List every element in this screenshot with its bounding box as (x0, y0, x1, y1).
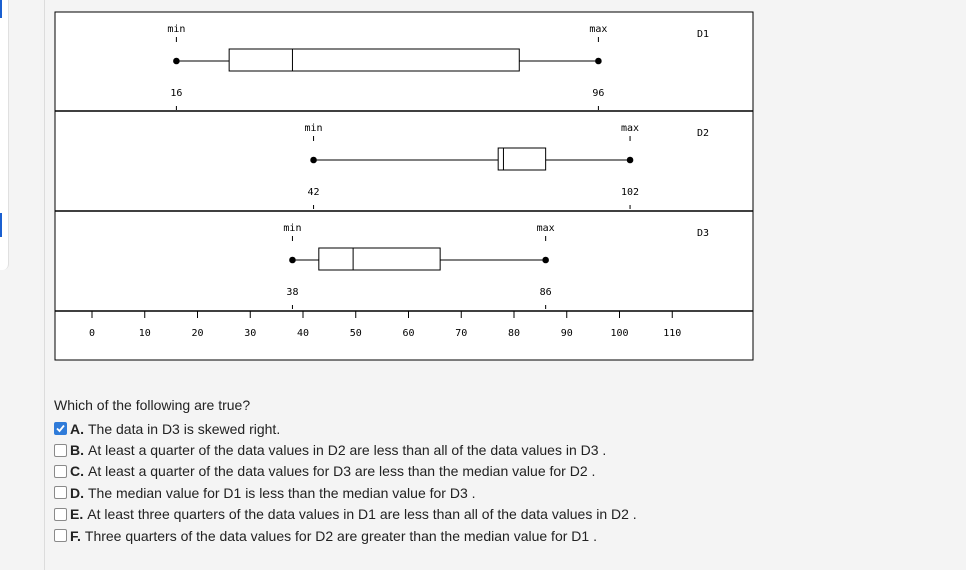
x-tick-label-70: 70 (455, 328, 468, 339)
option-b-checkbox[interactable] (54, 444, 67, 457)
option-c-text: At least a quarter of the data values for D3 are less than the median value for D2 . (88, 463, 596, 480)
d1-min-value-label: 16 (170, 88, 183, 99)
d1-max-point (595, 58, 602, 65)
d1-box (229, 49, 519, 71)
d2-box (498, 148, 545, 170)
x-tick-label-60: 60 (402, 328, 415, 339)
option-e-letter: E. (70, 506, 84, 523)
x-tick-label-10: 10 (138, 328, 151, 339)
d2-min-label: min (304, 123, 323, 134)
x-tick-label-30: 30 (244, 328, 257, 339)
option-b-text: At least a quarter of the data values in D2 are less than all of the data values in D3 . (88, 442, 607, 459)
d3-max-point (542, 257, 549, 264)
option-f-text: Three quarters of the data values for D2 are greater than the median value for D1 . (84, 527, 597, 544)
d1-max-value-label: 96 (592, 88, 605, 99)
d2-min-point (310, 157, 317, 164)
x-tick-label-90: 90 (560, 328, 573, 339)
x-tick-label-50: 50 (349, 328, 362, 339)
option-f[interactable] (54, 525, 637, 546)
option-d-letter: D. (70, 484, 84, 501)
option-b-letter: B. (70, 442, 84, 459)
x-tick-label-110: 110 (663, 328, 682, 339)
d3-series-label: D3 (696, 228, 710, 239)
option-d[interactable] (54, 482, 637, 503)
option-d-checkbox[interactable] (54, 486, 67, 499)
x-tick-label-20: 20 (191, 328, 204, 339)
d1-max-label: max (589, 24, 608, 35)
d3-min-point (289, 257, 296, 264)
question (54, 397, 637, 546)
option-c-letter: C. (70, 463, 84, 480)
d2-series-label: D2 (696, 128, 710, 139)
x-tick-label-0: 0 (88, 328, 96, 339)
option-d-text: The median value for D1 is less than the median value for D3 . (88, 484, 476, 501)
option-a-letter: A. (70, 420, 84, 437)
d3-min-label: min (283, 223, 302, 234)
d1-series-label: D1 (696, 29, 710, 40)
question-prompt: Which of the following are true? (54, 397, 251, 413)
d2-min-value-label: 42 (307, 187, 320, 198)
option-a-text: The data in D3 is skewed right. (88, 420, 281, 437)
d3-max-label: max (536, 223, 555, 234)
check-icon (55, 423, 66, 434)
option-a[interactable] (54, 418, 637, 439)
option-e[interactable] (54, 504, 637, 525)
d3-min-value-label: 38 (286, 287, 299, 298)
d3-box (319, 248, 440, 270)
option-c-checkbox[interactable] (54, 465, 67, 478)
option-f-checkbox[interactable] (54, 529, 67, 542)
option-f-letter: F. (70, 527, 81, 544)
d2-max-point (627, 157, 634, 164)
d2-max-value-label: 102 (621, 187, 640, 198)
option-e-text: At least three quarters of the data values in D1 are less than all of the data values in D2 . (87, 506, 637, 523)
d2-max-label: max (621, 123, 640, 134)
options-list (54, 418, 637, 546)
option-e-checkbox[interactable] (54, 508, 67, 521)
d1-min-point (173, 58, 180, 65)
x-tick-label-100: 100 (610, 328, 629, 339)
option-b[interactable] (54, 439, 637, 460)
option-a-checkbox[interactable] (54, 422, 67, 435)
d3-max-value-label: 86 (539, 287, 552, 298)
option-c[interactable] (54, 461, 637, 482)
d1-min-label: min (167, 24, 186, 35)
x-tick-label-40: 40 (296, 328, 310, 339)
x-tick-label-80: 80 (507, 328, 521, 339)
